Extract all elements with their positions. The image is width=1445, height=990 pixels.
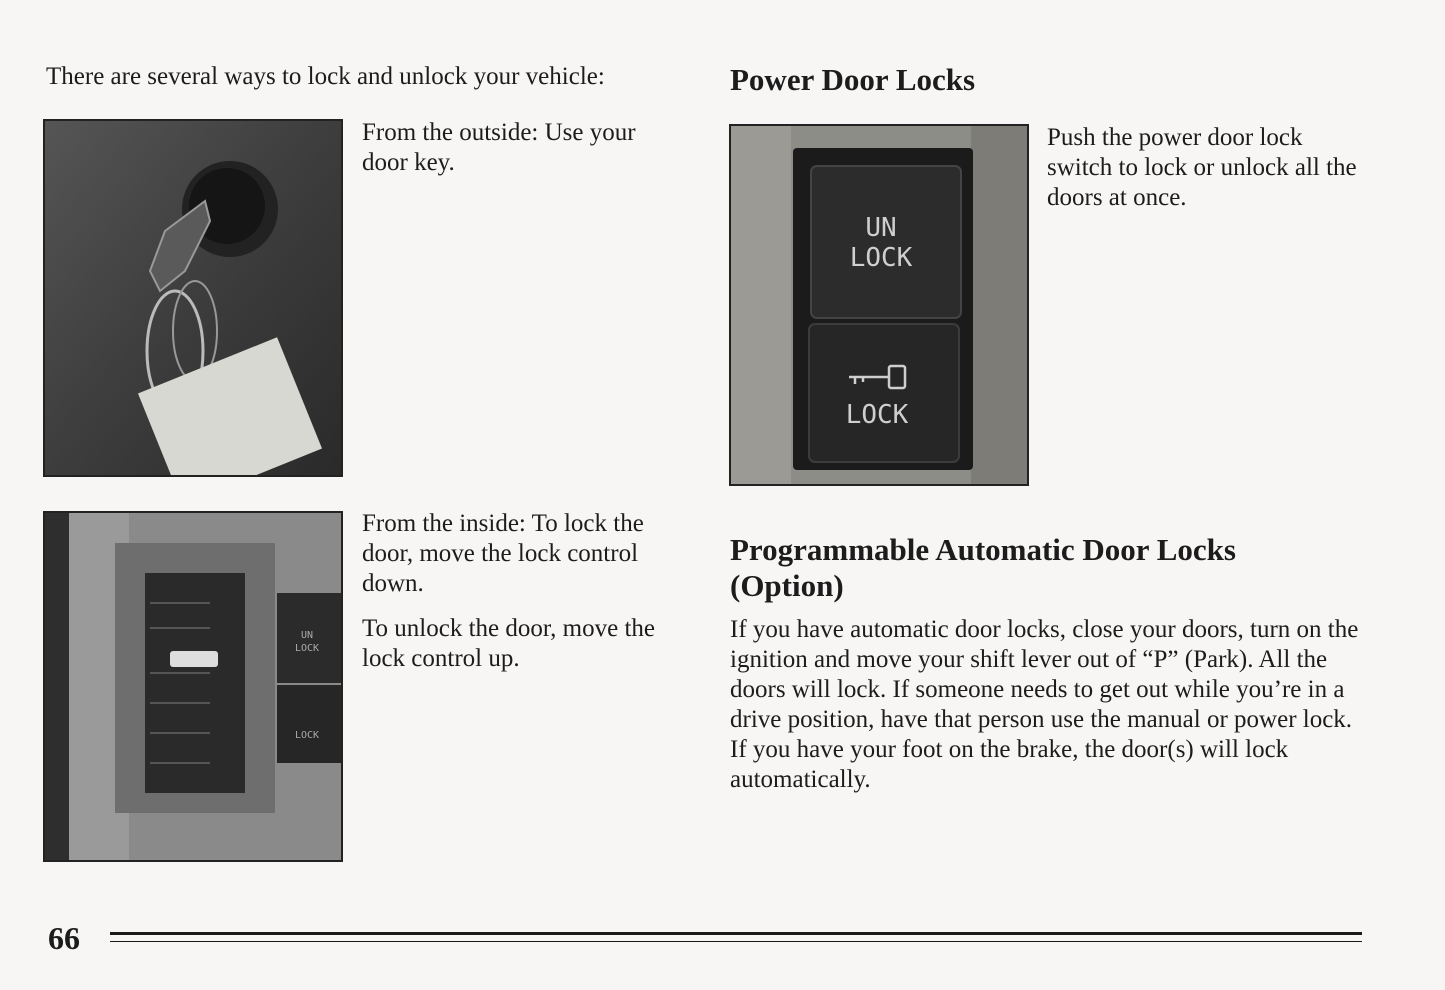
inside-text-unlock: To unlock the door, move the lock control up. — [362, 615, 656, 672]
power-text: Push the power door lock switch to lock or unlock all the doors at once. — [1047, 124, 1357, 211]
inside-text-lock: From the inside: To lock the door, move the lock control down. — [362, 510, 644, 597]
inside-lock-illustration — [45, 513, 341, 860]
intro-text: There are several ways to lock and unlock your vehicle: — [46, 63, 605, 90]
inside-lock-photo — [43, 511, 343, 862]
footer-rule-thin — [110, 941, 1362, 942]
svg-text:LOCK: LOCK — [294, 730, 320, 741]
door-key-photo — [43, 119, 343, 477]
svg-text:LOCK: LOCK — [294, 643, 320, 654]
unlock-label-line1: UN — [865, 213, 897, 243]
footer-rule-thick — [110, 932, 1362, 935]
programmable-locks-heading: Programmable Automatic Door Locks (Option) — [730, 532, 1236, 603]
unlock-label-line2: LOCK — [849, 243, 913, 273]
page-number: 66 — [48, 920, 80, 956]
outside-text: From the outside: Use your door key. — [362, 119, 636, 176]
lock-label: LOCK — [845, 400, 909, 430]
door-key-illustration — [45, 121, 341, 475]
programmable-locks-text: If you have automatic door locks, close your doors, turn on the ignition and move your shift lever out of “P” (Park). All the doors will lock. If someone needs to get out while you’re in a drive position, have that person use the manual or power lock. If you have your foot on the brake, the door(s) will lock automatically. — [730, 616, 1359, 793]
power-lock-switch-illustration — [731, 126, 1027, 484]
power-lock-switch-photo — [729, 124, 1029, 486]
svg-text:UN: UN — [300, 630, 314, 641]
power-door-locks-heading: Power Door Locks — [730, 62, 976, 97]
